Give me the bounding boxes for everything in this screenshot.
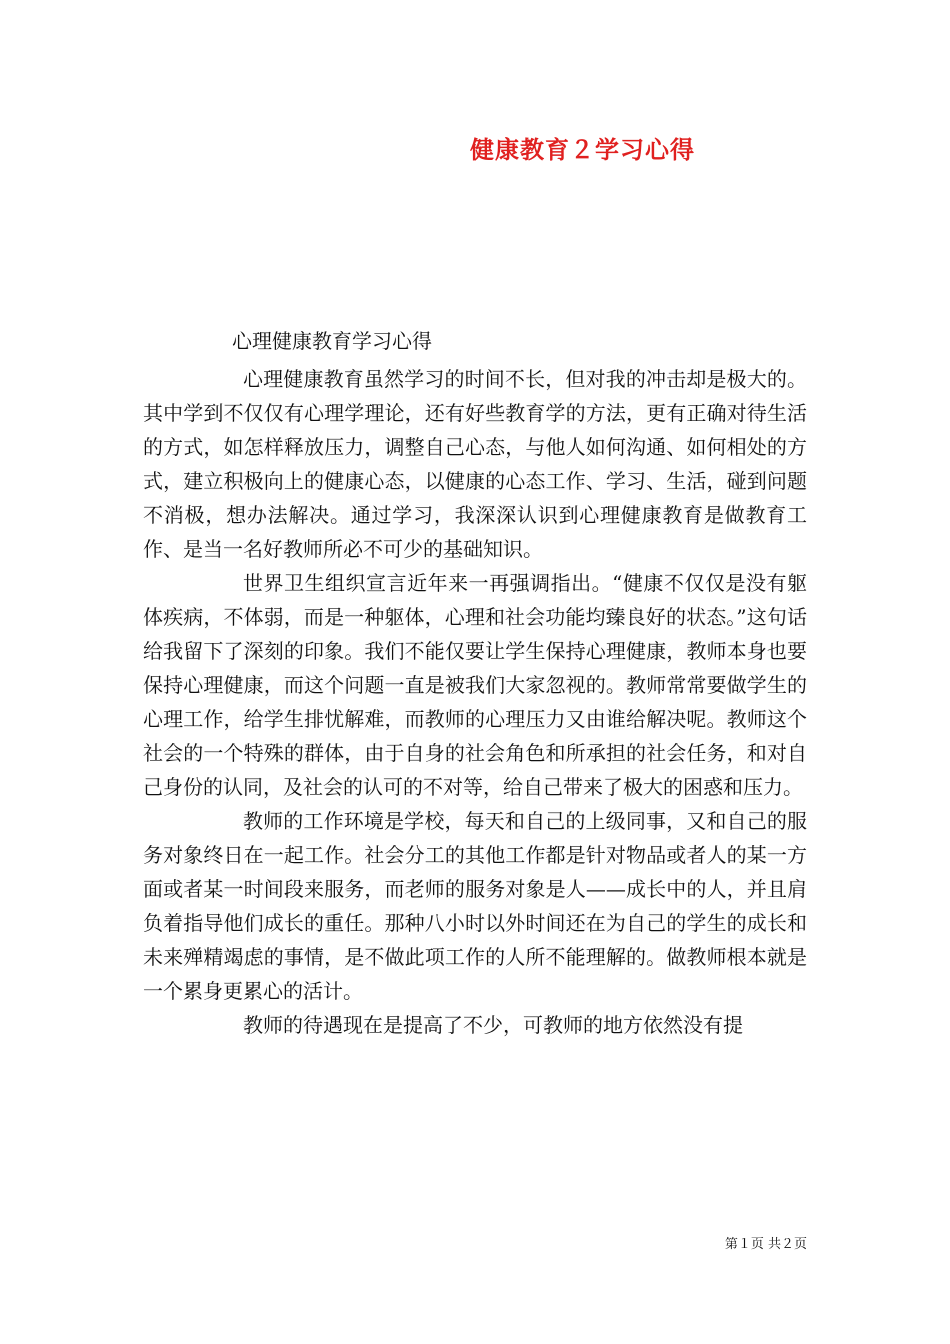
paragraph-1: 心理健康教育虽然学习的时间不长，但对我的冲击却是极大的。其中学到不仅仅有心理学理论，还有好些教育学的方法，更有正确对待生活的方式，如怎样释放压力，调整自己心态，与他人如何沟通、如何相处的方式，建立积极向上的健康心态，以健康的心态工作、学习、生活，碰到问题不消极，想办法解决。通过学习，我深深认识到心理健康教育是做教育工作、是当一名好教师所必不可少的基础知识。: [143, 367, 807, 561]
paragraph-2: 世界卫生组织宣言近年来一再强调指出。“健康不仅仅是没有躯体疾病，不体弱，而是一种躯体，心理和社会功能均臻良好的状态。”这句话给我留下了深刻的印象。我们不能仅要让学生保持心理健康，教师本身也要保持心理健康，而这个问题一直是被我们大家忽视的。教师常常要做学生的心理工作，给学生排忧解难，而教师的心理压力又由谁给解决呢。教师这个社会的一个特殊的群体，由于自身的社会角色和所承担的社会任务，和对自己身份的认同，及社会的认可的不对等，给自己带来了极大的困惑和压力。: [143, 571, 807, 799]
document-title: 健康教育２学习心得: [470, 135, 695, 164]
document-subtitle: 心理健康教育学习心得: [232, 329, 432, 353]
paragraph-3: 教师的工作环境是学校，每天和自己的上级同事，又和自己的服务对象终日在一起工作。社会分工的其他工作都是针对物品或者人的某一方面或者某一时间段来服务，而老师的服务对象是人——成长中的人，并且肩负着指导他们成长的重任。那种八小时以外时间还在为自己的学生的成长和未来殚精竭虑的事情，是不做此项工作的人所不能理解的。做教师根本就是一个累身更累心的活计。: [143, 809, 807, 1003]
paragraph-4: 教师的待遇现在是提高了不少，可教师的地方依然没有提: [243, 1013, 743, 1037]
page-number-footer: 第１页 共２页: [724, 1237, 807, 1252]
document-body: [143, 362, 807, 1042]
